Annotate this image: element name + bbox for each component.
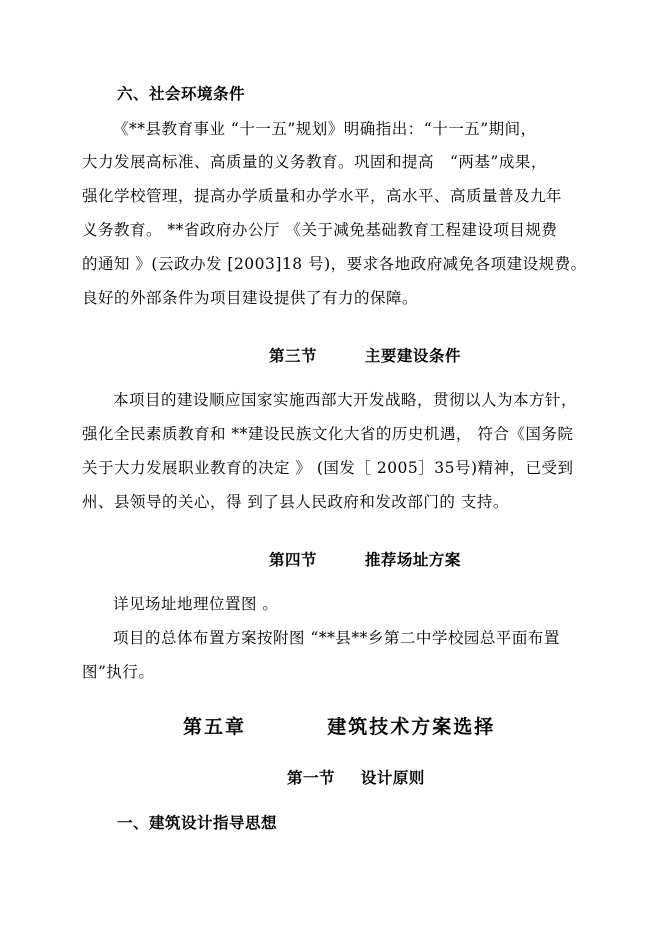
paragraph-line: 州、县领导的关心，得 到了县人民政府和发改部门的 支持。 [82,493,509,511]
section-heading-design-principles [287,766,425,788]
section-number: 第一节 [287,768,336,787]
section-title: 主要建设条件 [364,346,461,365]
paragraph-line: 义务教育。 **省政府办公厅 《关于减免基础教育工程建设项目规费 [82,221,558,239]
subsection-heading-design-guidance: 一、建筑设计指导思想 [117,813,278,832]
paragraph-line: 《**县教育事业 “十一五”规划》明确指出：“十一五”期间， [113,120,537,138]
section-heading-site-plan [269,548,461,570]
paragraph-line: 项目的总体布置方案按附图 “**县**乡第二中学校园总平面布置 [113,629,560,647]
paragraph-line: 图”执行。 [82,663,155,681]
section-number: 第四节 [269,550,318,569]
section-heading-social-environment: 六、社会环境条件 [117,84,246,103]
paragraph-line: 关于大力发展职业教育的决定 》 (国发［ 2005］35号)精神，已受到 [82,459,574,477]
section-title: 设计原则 [360,768,425,787]
section-heading-construction-conditions [269,344,461,366]
paragraph-line: 大力发展高标准、高质量的义务教育。巩固和提高 “两基”成果， [82,153,547,171]
paragraph-line: 强化全民素质教育和 **建设民族文化大省的历史机遇， 符合《国务院 [82,425,574,443]
section-title: 推荐场址方案 [364,550,461,569]
paragraph-site-location: 详见场址地理位置图 。 [113,595,279,613]
chapter-heading [183,712,495,739]
chapter-title: 建筑技术方案选择 [327,716,496,738]
section-number: 第三节 [269,346,318,365]
paragraph-line: 本项目的建设顺应国家实施西部大开发战略，贯彻以人为本方针， [113,391,578,409]
paragraph-line: 强化学校管理，提高办学质量和办学水平，高水平、高质量普及九年 [82,187,563,205]
paragraph-line: 的通知 》(云政办发 [2003]18 号)，要求各地政府减免各项建设规费。 [82,255,587,273]
paragraph-line: 良好的外部条件为项目建设提供了有力的保障。 [82,289,419,307]
chapter-number: 第五章 [183,716,247,738]
